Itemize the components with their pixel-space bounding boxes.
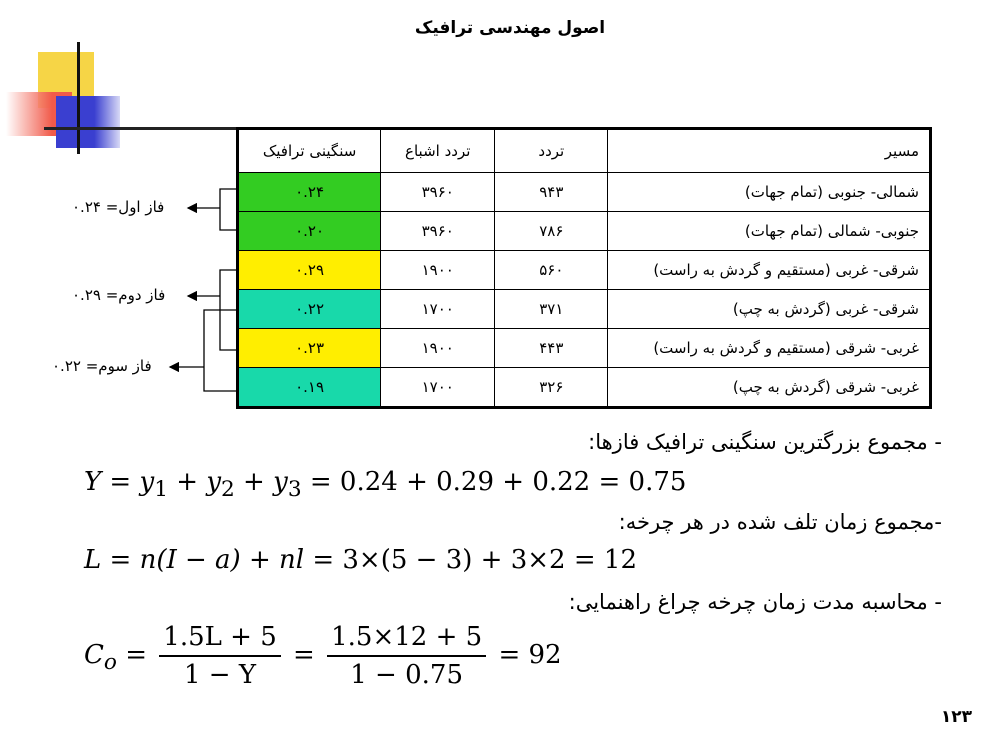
cell-route: شمالی- جنوبی (تمام جهات) xyxy=(608,173,931,212)
cell-load: ۰.۲۳ xyxy=(238,329,381,368)
cell-saturation: ۱۹۰۰ xyxy=(381,251,495,290)
lost-time-heading: -مجموع زمان تلف شده در هر چرخه: xyxy=(618,510,942,534)
table-row xyxy=(238,368,931,408)
cell-volume: ۹۴۳ xyxy=(495,173,608,212)
cell-route: جنوبی- شمالی (تمام جهات) xyxy=(608,212,931,251)
traffic-phase-table xyxy=(236,127,932,409)
formula-y-lhs: Y xyxy=(84,467,102,497)
formula-l-lhs: L = n(I − a) + nl xyxy=(84,545,305,575)
cell-route: غربی- شرقی (مستقیم و گردش به راست) xyxy=(608,329,931,368)
cell-volume: ۴۴۳ xyxy=(495,329,608,368)
table-row xyxy=(238,173,931,212)
cell-load: ۰.۲۰ xyxy=(238,212,381,251)
cell-saturation: ۱۷۰۰ xyxy=(381,368,495,408)
formula-l xyxy=(84,545,637,575)
cycle-calc-heading: - محاسبه مدت زمان چرخه چراغ راهنمایی: xyxy=(568,590,942,614)
cell-volume: ۳۷۱ xyxy=(495,290,608,329)
page-header-title: اصول مهندسی ترافیک xyxy=(414,18,606,38)
cell-volume: ۷۸۶ xyxy=(495,212,608,251)
header-load: سنگینی ترافیک xyxy=(238,129,381,173)
cell-route: شرقی- غربی (گردش به چپ) xyxy=(608,290,931,329)
formula-l-rhs: = 3×(5 − 3) + 3×2 = 12 xyxy=(312,545,637,575)
header-volume: تردد xyxy=(495,129,608,173)
table-row xyxy=(238,290,931,329)
fraction-numeric-numerator: 1.5×12 + 5 xyxy=(327,622,486,657)
fraction-general xyxy=(159,622,280,690)
formula-y: $Y = y_1 + y_2 + y_3 = 0.24 + 0.29 + 0.22 = 0.75$ xyxy=(84,467,687,503)
cell-load: ۰.۱۹ xyxy=(238,368,381,408)
page-number: ۱۲۳ xyxy=(940,707,972,727)
fraction-numeric-denominator: 1 − 0.75 xyxy=(350,660,463,690)
phase2-label: فاز دوم= ۰.۲۹ xyxy=(72,286,166,304)
cell-load: ۰.۲۲ xyxy=(238,290,381,329)
cell-saturation: ۱۹۰۰ xyxy=(381,329,495,368)
formula-cycle-result: = 92 xyxy=(498,640,562,670)
header-saturation: تردد اشباع xyxy=(381,129,495,173)
phase1-bracket xyxy=(220,189,236,230)
cell-volume: ۳۲۶ xyxy=(495,368,608,408)
header-route: مسیر xyxy=(608,129,931,173)
cell-route: شرقی- غربی (مستقیم و گردش به راست) xyxy=(608,251,931,290)
fraction-general-denominator: 1 − Y xyxy=(184,660,257,690)
cell-volume: ۵۶۰ xyxy=(495,251,608,290)
sum-load-heading: - مجموع بزرگترین سنگینی ترافیک فازها: xyxy=(588,430,942,454)
table-row xyxy=(238,329,931,368)
table-row xyxy=(238,251,931,290)
fraction-numeric xyxy=(327,622,486,690)
formula-y-rhs: = 0.24 + 0.29 + 0.22 = 0.75 xyxy=(309,467,687,497)
cell-load: ۰.۲۹ xyxy=(238,251,381,290)
fraction-general-numerator: 1.5L + 5 xyxy=(159,622,280,657)
cell-load: ۰.۲۴ xyxy=(238,173,381,212)
cell-saturation: ۳۹۶۰ xyxy=(381,173,495,212)
table-row xyxy=(238,212,931,251)
formula-cycle: $C_o$ = $\frac{1.5L + 5}{1 - Y}$ = $\frac{1.5\times 12 + 5}{1 - 0.75}$ = 92 xyxy=(84,622,562,690)
cell-saturation: ۱۷۰۰ xyxy=(381,290,495,329)
phase3-label: فاز سوم= ۰.۲۲ xyxy=(52,357,152,375)
cell-saturation: ۳۹۶۰ xyxy=(381,212,495,251)
formula-c-symbol: C xyxy=(84,640,104,670)
cell-route: غربی- شرقی (گردش به چپ) xyxy=(608,368,931,408)
formula-c-subscript: o xyxy=(103,650,117,676)
phase1-label: فاز اول= ۰.۲۴ xyxy=(72,198,165,216)
table-header-row xyxy=(238,129,931,173)
